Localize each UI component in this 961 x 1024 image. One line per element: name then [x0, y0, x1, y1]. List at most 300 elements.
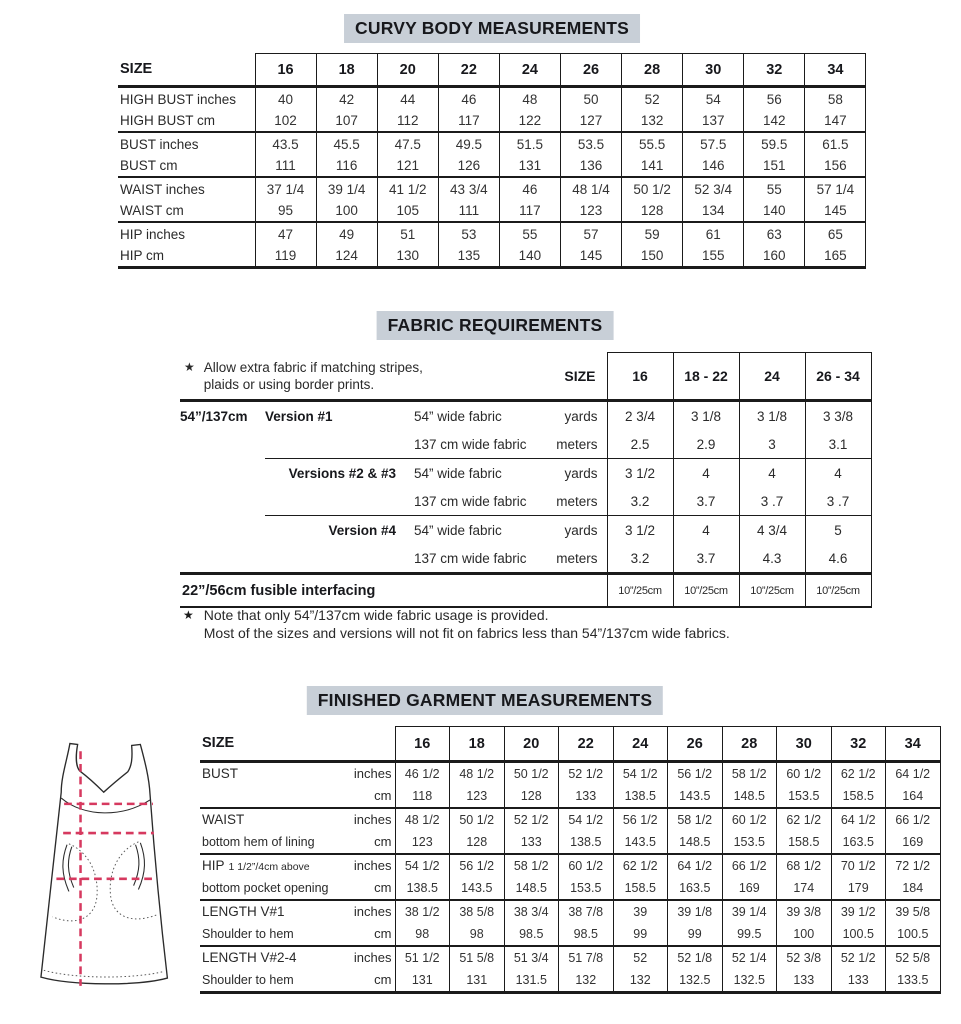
- value-cell: 3.7: [673, 487, 739, 516]
- value-cell: [450, 946, 505, 993]
- value-cell: 5: [805, 516, 871, 545]
- value-inches: 45.5: [333, 136, 360, 152]
- value-cm: 133: [793, 973, 815, 987]
- value-cm: 102: [274, 112, 297, 128]
- value-cm: 132.5: [679, 973, 711, 987]
- value-cell: [668, 762, 723, 809]
- value-cell: [255, 87, 316, 133]
- row-length-v1: [200, 900, 940, 946]
- value-cell: [395, 808, 450, 854]
- value-cm: 124: [335, 247, 358, 263]
- value-cm: 133: [520, 835, 542, 849]
- value-cm: 140: [763, 202, 786, 218]
- value-cm: 123: [579, 202, 603, 218]
- fabric-width-label: 54”/137cm: [180, 408, 248, 424]
- value-inches: 46 1/2: [404, 767, 440, 781]
- value-cell: [377, 132, 438, 177]
- value-cm: 105: [396, 202, 419, 218]
- value-cm: 98.5: [573, 927, 598, 941]
- measure-note: Shoulder to hem: [202, 927, 294, 941]
- value-cell: 3 1/2: [607, 459, 673, 488]
- value-cm: 184: [902, 881, 924, 895]
- value-cell: [805, 177, 866, 222]
- value-cm: 174: [793, 881, 815, 895]
- value-cm: 127: [579, 112, 603, 128]
- value-cm: 142: [763, 112, 786, 128]
- value-inches: 46: [461, 91, 477, 107]
- value-cm: 138.5: [406, 881, 438, 895]
- value-cell: [777, 900, 832, 946]
- unit-inches: inches: [353, 950, 392, 965]
- value-cell: [722, 946, 777, 993]
- size-header-row: [118, 54, 866, 87]
- size-column-label: SIZE: [118, 54, 255, 87]
- value-cell: 4.6: [805, 544, 871, 574]
- value-cell: [683, 177, 744, 222]
- value-cell: 3 .7: [739, 487, 805, 516]
- value-cm: 146: [701, 157, 725, 173]
- section-title-body-measurements: CURVY BODY MEASUREMENTS: [344, 14, 640, 43]
- value-cell: 2 3/4: [607, 401, 673, 431]
- value-cell: [395, 854, 450, 900]
- size-header-cell: 18: [316, 54, 377, 87]
- versions2-3-meters-row: [180, 487, 871, 516]
- value-cell: [831, 900, 886, 946]
- value-cm: 158.5: [842, 789, 874, 803]
- fabric-desc: 137 cm wide fabric: [414, 550, 527, 566]
- row-label: [200, 762, 395, 809]
- value-cell: [438, 222, 499, 268]
- value-cm: 135: [457, 247, 481, 263]
- value-cell: [613, 946, 668, 993]
- value-cell: 4: [673, 516, 739, 545]
- interfacing-value-cell: 10”/25cm: [805, 574, 871, 608]
- value-cm: 123: [466, 789, 488, 803]
- value-cell: 4.3: [739, 544, 805, 574]
- left-pocket-bag-dotted: [53, 844, 98, 921]
- measure-note: bottom pocket opening: [202, 881, 329, 895]
- star-icon: ★: [184, 359, 195, 374]
- value-cell: [499, 222, 560, 268]
- value-cell: [377, 87, 438, 133]
- value-cell: 3 .7: [805, 487, 871, 516]
- value-cell: 3: [739, 430, 805, 459]
- size-header-cell: 34: [805, 54, 866, 87]
- version-label: Version #1: [265, 408, 333, 424]
- value-cm: 111: [458, 202, 480, 218]
- fabric-note: [180, 353, 540, 401]
- row-label-inches: HIGH BUST inches: [120, 91, 237, 107]
- value-inches: 56 1/2: [459, 859, 495, 873]
- size-column-label: SIZE: [540, 353, 607, 401]
- value-cm: 128: [466, 835, 488, 849]
- unit-cm: cm: [374, 972, 392, 987]
- value-inches: 68 1/2: [786, 859, 822, 873]
- value-cm: 100: [335, 202, 358, 218]
- value-cm: 128: [640, 202, 664, 218]
- row-label: [118, 87, 255, 133]
- value-cm: 141: [640, 157, 664, 173]
- size-header-cell: 32: [831, 727, 886, 762]
- value-cell: [559, 854, 614, 900]
- unit-label: meters: [556, 493, 598, 509]
- value-cell: [805, 222, 866, 268]
- value-cell: [560, 132, 621, 177]
- size-column-label: SIZE: [200, 727, 395, 762]
- size-header-cell: 26 - 34: [805, 353, 871, 401]
- value-inches: 43.5: [272, 136, 299, 152]
- value-cell: [613, 808, 668, 854]
- value-cm: 131: [518, 157, 542, 173]
- value-inches: 70 1/2: [840, 859, 876, 873]
- value-inches: 39 1/4: [731, 905, 767, 919]
- fabric-desc: 54” wide fabric: [414, 408, 502, 424]
- value-inches: 52 5/8: [895, 951, 931, 965]
- value-inches: 57: [583, 226, 599, 242]
- value-cell: 3.2: [607, 487, 673, 516]
- value-cm: 140: [518, 247, 542, 263]
- dress-illustration: [12, 726, 178, 1018]
- value-cm: 100.5: [842, 927, 874, 941]
- interfacing-value-cell: 10”/25cm: [739, 574, 805, 608]
- row-high-bust: [118, 87, 866, 133]
- value-cell: [668, 900, 723, 946]
- measure-note: bottom hem of lining: [202, 835, 315, 849]
- value-cm: 147: [824, 112, 847, 128]
- fabric-desc: 54” wide fabric: [410, 516, 540, 545]
- value-inches: 39 5/8: [895, 905, 931, 919]
- value-cell: 4: [739, 459, 805, 488]
- value-inches: 51 1/2: [404, 951, 440, 965]
- value-cm: 165: [824, 247, 847, 263]
- value-inches: 39 3/8: [786, 905, 822, 919]
- interfacing-label: 22”/56cm fusible interfacing: [180, 574, 607, 608]
- note-line-2: plaids or using border prints.: [203, 376, 375, 392]
- value-cm: 99: [633, 927, 648, 941]
- footnote-line-1: Note that only 54”/137cm wide fabric usage is provided.: [203, 607, 549, 623]
- value-cm: 155: [701, 247, 725, 263]
- value-cell: [805, 87, 866, 133]
- value-cm: 145: [579, 247, 603, 263]
- value-cell: [668, 854, 723, 900]
- row-label: [200, 946, 395, 993]
- value-inches: 54 1/2: [404, 859, 440, 873]
- value-cm: 133.5: [897, 973, 929, 987]
- value-inches: 55: [522, 226, 538, 242]
- value-cell: [805, 132, 866, 177]
- value-cm: 132.5: [733, 973, 765, 987]
- value-cell: [683, 222, 744, 268]
- value-cell: [831, 762, 886, 809]
- value-inches: 66 1/2: [731, 859, 767, 873]
- value-inches: 51: [400, 226, 416, 242]
- value-cm: 163.5: [679, 881, 711, 895]
- size-header-cell: 20: [377, 54, 438, 87]
- value-cm: 156: [824, 157, 847, 173]
- value-cm: 150: [640, 247, 664, 263]
- value-cm: 148.5: [515, 881, 547, 895]
- value-inches: 49.5: [455, 136, 482, 152]
- value-cm: 148.5: [733, 789, 765, 803]
- size-header-cell: 28: [722, 727, 777, 762]
- value-cell: [450, 854, 505, 900]
- size-header-cell: 30: [683, 54, 744, 87]
- value-inches: 38 5/8: [459, 905, 495, 919]
- interfacing-row: [180, 574, 871, 608]
- value-cell: [316, 87, 377, 133]
- value-cell: [622, 87, 683, 133]
- value-cell: [504, 808, 559, 854]
- value-cm: 98.5: [519, 927, 544, 941]
- value-cell: 2.9: [673, 430, 739, 459]
- size-header-cell: 26: [668, 727, 723, 762]
- section-title-finished-garment: FINISHED GARMENT MEASUREMENTS: [307, 686, 663, 715]
- value-cm: 131.5: [515, 973, 547, 987]
- left-pocket-opening: [63, 845, 74, 892]
- value-inches: 46: [522, 181, 538, 197]
- value-cm: 111: [275, 157, 296, 173]
- value-cell: 3 1/2: [607, 516, 673, 545]
- value-cell: 4 3/4: [739, 516, 805, 545]
- value-cm: 100.5: [897, 927, 929, 941]
- fabric-desc: 137 cm wide fabric: [414, 436, 527, 452]
- value-cell: [722, 900, 777, 946]
- value-inches: 61.5: [822, 136, 849, 152]
- value-inches: 52: [644, 91, 660, 107]
- hem-stitch-dotted: [44, 970, 165, 977]
- value-cell: [744, 222, 805, 268]
- value-inches: 52 1/2: [840, 951, 876, 965]
- version4-meters-row: [180, 544, 871, 574]
- value-inches: 37 1/4: [266, 181, 305, 197]
- versions2-3-yards-row: [180, 459, 871, 488]
- value-cell: [438, 132, 499, 177]
- value-inches: 41 1/2: [388, 181, 427, 197]
- value-cell: [395, 946, 450, 993]
- row-label-inches: BUST inches: [120, 136, 199, 152]
- value-cell: [831, 808, 886, 854]
- value-cell: [438, 87, 499, 133]
- size-header-cell: 16: [395, 727, 450, 762]
- size-header-cell: 24: [613, 727, 668, 762]
- unit-label: yards: [540, 459, 607, 488]
- finished-garment-table: [200, 726, 941, 994]
- value-cell: [722, 808, 777, 854]
- value-cm: 160: [763, 247, 786, 263]
- value-cell: [255, 222, 316, 268]
- value-cm: 118: [412, 789, 433, 803]
- size-header-cell: 34: [886, 727, 941, 762]
- value-cm: 143.5: [624, 835, 656, 849]
- fabric-desc: 137 cm wide fabric: [414, 493, 527, 509]
- value-cell: 3 1/8: [739, 401, 805, 431]
- row-label-cm: WAIST cm: [120, 202, 184, 218]
- version1-yards-row: [180, 401, 871, 431]
- value-cell: [668, 808, 723, 854]
- value-cell: [438, 177, 499, 222]
- value-cm: 134: [701, 202, 725, 218]
- value-cell: [683, 87, 744, 133]
- value-cell: [777, 946, 832, 993]
- size-header-cell: 18: [450, 727, 505, 762]
- row-label: [200, 854, 395, 900]
- value-cm: 158.5: [788, 835, 820, 849]
- value-cm: 112: [396, 112, 419, 128]
- note-line-1: Allow extra fabric if matching stripes,: [203, 359, 423, 375]
- value-inches: 38 1/2: [404, 905, 440, 919]
- value-inches: 61: [705, 226, 721, 242]
- value-cell: 3 3/8: [805, 401, 871, 431]
- value-inches: 57 1/4: [816, 181, 855, 197]
- value-cm: 130: [396, 247, 419, 263]
- value-cm: 143.5: [461, 881, 493, 895]
- value-inches: 64 1/2: [677, 859, 713, 873]
- measure-sub-note: 1 1/2”/4cm above: [228, 861, 310, 873]
- body-measurements-table: [118, 53, 866, 269]
- value-cell: [777, 808, 832, 854]
- value-inches: 62 1/2: [786, 813, 822, 827]
- size-header-cell: 24: [499, 54, 560, 87]
- value-inches: 60 1/2: [731, 813, 767, 827]
- star-icon: ★: [183, 608, 194, 622]
- value-cell: [744, 177, 805, 222]
- value-inches: 60 1/2: [568, 859, 604, 873]
- value-inches: 56: [766, 91, 782, 107]
- size-header-cell: 16: [255, 54, 316, 87]
- value-cm: 123: [411, 835, 433, 849]
- value-cell: [395, 762, 450, 809]
- value-cm: 169: [738, 881, 760, 895]
- value-cm: 99: [687, 927, 702, 941]
- value-cell: [559, 762, 614, 809]
- value-cm: 169: [902, 835, 924, 849]
- value-cell: [504, 854, 559, 900]
- row-label-inches: HIP inches: [120, 226, 186, 242]
- version1-meters-row: [180, 430, 871, 459]
- measure-name: LENGTH V#2-4: [202, 950, 297, 965]
- value-inches: 49: [339, 226, 355, 242]
- value-inches: 59: [644, 226, 660, 242]
- value-inches: 51 5/8: [459, 951, 495, 965]
- value-cm: 163.5: [842, 835, 874, 849]
- value-cell: [504, 946, 559, 993]
- unit-cm: cm: [374, 880, 392, 895]
- value-cell: [744, 132, 805, 177]
- row-waist: [118, 177, 866, 222]
- value-cm: 107: [335, 112, 358, 128]
- value-cm: 128: [520, 789, 542, 803]
- measure-name: HIP: [202, 858, 225, 873]
- value-inches: 53: [461, 226, 477, 242]
- value-cell: [683, 132, 744, 177]
- version4-yards-row: [180, 516, 871, 545]
- value-cell: 3.1: [805, 430, 871, 459]
- footnote-line-2: Most of the sizes and versions will not fit on fabrics less than 54”/137cm wide fabrics.: [203, 625, 730, 641]
- value-cell: [622, 177, 683, 222]
- value-cell: [886, 854, 941, 900]
- value-cm: 133: [575, 789, 597, 803]
- value-inches: 48 1/2: [404, 813, 440, 827]
- row-hip: [200, 854, 940, 900]
- section-title-fabric-requirements: FABRIC REQUIREMENTS: [377, 311, 614, 340]
- unit-inches: inches: [353, 812, 392, 827]
- value-cell: [886, 900, 941, 946]
- row-bust: [118, 132, 866, 177]
- value-cell: [560, 177, 621, 222]
- value-inches: 58 1/2: [513, 859, 549, 873]
- row-label-cm: HIP cm: [120, 247, 165, 263]
- value-cell: [450, 900, 505, 946]
- value-cell: [395, 900, 450, 946]
- measure-name: WAIST: [202, 812, 245, 827]
- value-cm: 136: [579, 157, 603, 173]
- value-cell: [777, 854, 832, 900]
- value-cell: [886, 946, 941, 993]
- value-cell: [255, 132, 316, 177]
- value-inches: 64 1/2: [895, 767, 931, 781]
- value-cell: [777, 762, 832, 809]
- value-cell: [560, 222, 621, 268]
- size-header-cell: 18 - 22: [673, 353, 739, 401]
- value-cell: 2.5: [607, 430, 673, 459]
- value-cm: 98: [469, 927, 484, 941]
- value-cm: 122: [518, 112, 542, 128]
- value-inches: 39 1/8: [677, 905, 713, 919]
- value-cell: [886, 762, 941, 809]
- value-inches: 63: [766, 226, 782, 242]
- fabric-footnote: [183, 606, 730, 642]
- value-inches: 72 1/2: [895, 859, 931, 873]
- value-inches: 56 1/2: [622, 813, 658, 827]
- value-inches: 52 3/4: [694, 181, 732, 197]
- value-cm: 131: [411, 973, 433, 987]
- size-header-cell: 22: [559, 727, 614, 762]
- unit-cm: cm: [374, 788, 392, 803]
- value-inches: 52 3/8: [786, 951, 822, 965]
- row-label-cm: BUST cm: [120, 157, 178, 173]
- right-pocket-bag-dotted: [110, 842, 157, 919]
- value-cm: 138.5: [624, 789, 656, 803]
- value-cell: [499, 132, 560, 177]
- size-header-cell: 22: [438, 54, 499, 87]
- value-cm: 99.5: [737, 927, 762, 941]
- value-inches: 57.5: [700, 136, 727, 152]
- value-cell: [831, 946, 886, 993]
- value-cell: [559, 946, 614, 993]
- value-inches: 53.5: [577, 136, 605, 152]
- row-label: [200, 808, 395, 854]
- value-inches: 62 1/2: [840, 767, 876, 781]
- value-inches: 66 1/2: [895, 813, 931, 827]
- value-cm: 133: [847, 973, 869, 987]
- value-inches: 52 1/2: [513, 813, 549, 827]
- value-inches: 43 3/4: [450, 181, 488, 197]
- value-cm: 132: [640, 112, 664, 128]
- value-cm: 117: [458, 112, 480, 128]
- fabric-header-row: [180, 353, 871, 401]
- row-label: [200, 900, 395, 946]
- value-cell: [886, 808, 941, 854]
- measure-note: Shoulder to hem: [202, 973, 294, 987]
- value-inches: 60 1/2: [786, 767, 822, 781]
- value-cm: 121: [396, 157, 419, 173]
- version-label: Versions #2 & #3: [265, 459, 410, 488]
- value-inches: 50 1/2: [513, 767, 549, 781]
- value-cm: 126: [457, 157, 481, 173]
- value-cell: [831, 854, 886, 900]
- size-header-cell: 24: [739, 353, 805, 401]
- value-cell: [622, 132, 683, 177]
